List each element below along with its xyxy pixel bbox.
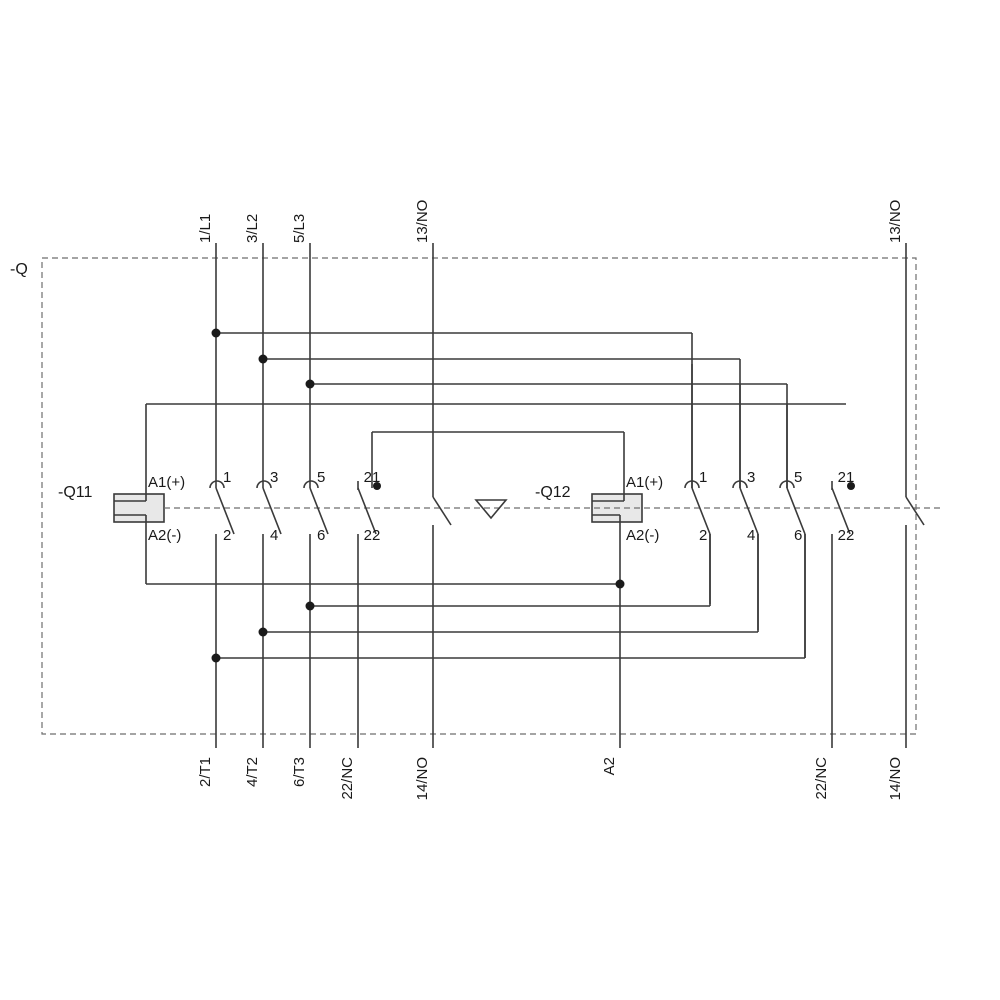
q11-top-terminal-21: 21 [363, 469, 381, 486]
q12-terminal-a2: A2(-) [626, 527, 660, 544]
bottom-label-2t1: 2/T1 [197, 757, 214, 788]
q11-no-contact [433, 497, 451, 525]
bottom-label-14no-right: 14/NO [887, 757, 904, 801]
q12-top-terminal-5: 5 [794, 469, 803, 486]
q11-top-terminal-3: 3 [270, 469, 279, 486]
device-q11[interactable] [114, 494, 164, 522]
q12-bottom-terminal-6: 6 [794, 527, 803, 544]
top-label-13no-right: 13/NO [887, 199, 904, 243]
q12-bottom-terminal-2: 2 [699, 527, 708, 544]
q12-top-terminal-3: 3 [747, 469, 756, 486]
q12-bottom-terminal-22: 22 [837, 527, 855, 544]
enclosure-label: -Q [10, 261, 28, 278]
top-label-13no-left: 13/NO [414, 199, 431, 243]
q11-terminal-a2: A2(-) [148, 527, 182, 544]
top-label-1l1: 1/L1 [197, 213, 214, 243]
bottom-label-14no-left: 14/NO [414, 757, 431, 801]
bottom-label-22nc-left: 22/NC [339, 757, 356, 800]
q11-terminal-a1: A1(+) [148, 474, 186, 491]
bottom-label-6t3: 6/T3 [291, 757, 308, 788]
enclosure-boundary [42, 258, 916, 734]
q12-terminal-a1: A1(+) [626, 474, 664, 491]
q12-top-terminal-21: 21 [837, 469, 855, 486]
q11-top-terminal-5: 5 [317, 469, 326, 486]
bottom-interconnects [216, 534, 805, 658]
q11-bottom-terminal-6: 6 [317, 527, 326, 544]
top-label-5l3: 5/L3 [291, 213, 308, 243]
q11-coil-wiring [114, 404, 846, 584]
bottom-label-a2: A2 [601, 757, 618, 776]
q12-pole-verticals [692, 364, 850, 658]
top-label-3l2: 3/L2 [244, 213, 261, 243]
q11-coil-body [114, 494, 164, 522]
q11-bottom-terminal-4: 4 [270, 527, 279, 544]
bottom-label-22nc-right: 22/NC [813, 757, 830, 800]
q12-top-terminal-1: 1 [699, 469, 708, 486]
device-label-q11: -Q11 [58, 484, 93, 501]
device-label-q12: -Q12 [535, 484, 571, 501]
q11-top-terminal-1: 1 [223, 469, 232, 486]
bottom-label-4t2: 4/T2 [244, 757, 261, 788]
q12-bottom-terminal-4: 4 [747, 527, 756, 544]
q11-bottom-terminal-2: 2 [223, 527, 232, 544]
top-interconnects [216, 333, 787, 488]
q11-bottom-terminal-22: 22 [363, 527, 381, 544]
earth-triangle-icon [476, 500, 506, 518]
